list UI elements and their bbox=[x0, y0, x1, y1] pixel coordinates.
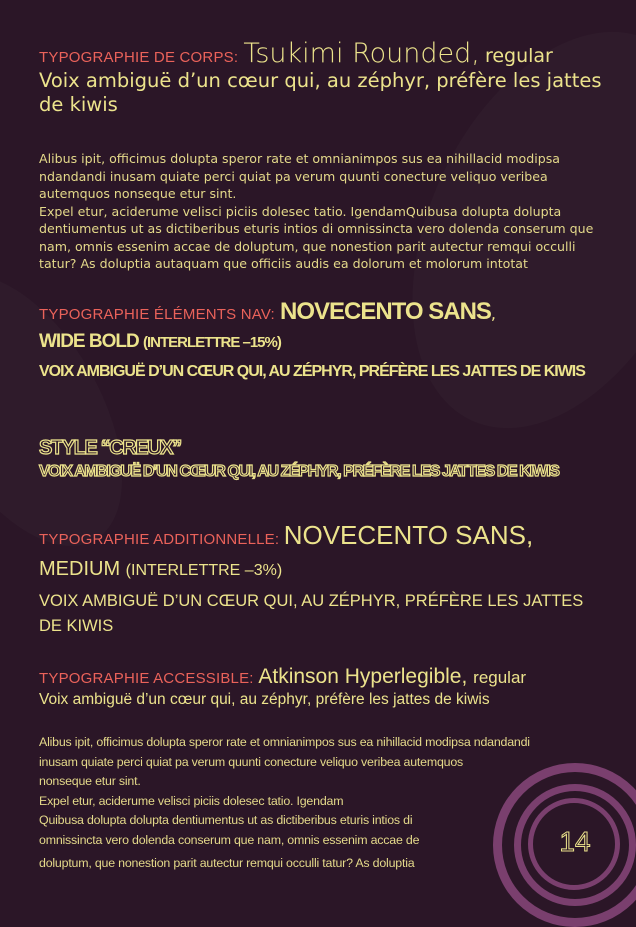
comma: , bbox=[490, 304, 497, 323]
page-number: 14 bbox=[559, 826, 591, 857]
body-paragraph: Alibus ipit, officimus dolupta speror rate et omnianimpos sus ea nihillacid modipsa ndandandi inusam quiate perci quiat pa verum quunti conecture veliquo veribea autemquos nonseque etur sint. bbox=[39, 151, 560, 201]
letter-spacing-note: (INTERLETTRE –3%) bbox=[125, 562, 283, 579]
font-weight: MEDIUM bbox=[39, 558, 121, 580]
hollow-style-section bbox=[39, 436, 599, 484]
body-line: doluptum, que nonestion parit autectur remqui occulli tatur? As doluptia bbox=[39, 856, 415, 870]
nav-section bbox=[39, 298, 599, 384]
corps-section bbox=[39, 38, 609, 117]
body-paragraph: Expel etur, aciderume velisci piciis dolesec tatio. IgendamQuibusa dolupta dolupta dentiumentus ut as dictiberibus eturis intios di omnissincta vero dolenda conserum que nam, omnis essenim accae de doluptum, que nonestion parit autectur remqui occulli tatur? As doluptia autaquam que officiis audis ea dolorum et molorum intotat bbox=[39, 203, 594, 271]
body-line: Quibusa dolupta dolupta dentiumentus ut as dictiberibus eturis intios di bbox=[39, 813, 413, 827]
pangram: Voix ambiguë d’un cœur qui, au zéphyr, préfère les jattes de kiwis bbox=[39, 691, 490, 708]
hollow-pangram: VOIX AMBIGUË D’UN CŒUR QUI, AU ZÉPHYR, PRÉFÈRE LES JATTES DE KIWIS bbox=[39, 463, 559, 480]
font-name: NOVECENTO SANS bbox=[279, 298, 491, 325]
letter-spacing-note: (INTERLETTRE –15%) bbox=[143, 334, 281, 351]
body-line: Alibus ipit, officimus dolupta speror rate et omnianimpos sus ea nihillacid modipsa ndandandi bbox=[39, 735, 530, 749]
body-line: Expel etur, aciderume velisci piciis dolesec tatio. Igendam bbox=[39, 793, 344, 808]
font-weight: regular bbox=[484, 45, 553, 67]
section-label: TYPOGRAPHIE ACCESSIBLE: bbox=[39, 670, 254, 687]
hollow-title: STYLE “CREUX” bbox=[39, 437, 181, 459]
pangram: Voix ambiguë d’un cœur qui, au zéphyr, préfère les jattes de kiwis bbox=[39, 69, 602, 116]
font-name: Atkinson Hyperlegible, bbox=[258, 665, 468, 688]
corps-body bbox=[39, 150, 599, 273]
font-weight: WIDE BOLD bbox=[39, 331, 139, 352]
body-line: omnissincta vero dolenda conserum que nam, omnis essenim accae de bbox=[39, 832, 420, 847]
body-line: inusam quiate perci quiat pa verum quunti conecture veliquo veribea autemquos bbox=[39, 754, 464, 769]
additionnelle-section bbox=[39, 520, 599, 639]
pangram: VOIX AMBIGUË D’UN CŒUR QUI, AU ZÉPHYR, PRÉFÈRE LES JATTES DE KIWIS bbox=[39, 363, 585, 380]
font-name: Tsukimi Rounded, bbox=[243, 38, 480, 69]
pangram: VOIX AMBIGUË D’UN CŒUR QUI, AU ZÉPHYR, PRÉFÈRE LES JATTES DE KIWIS bbox=[39, 592, 584, 635]
font-weight: regular bbox=[473, 668, 527, 687]
section-label: TYPOGRAPHIE ADDITIONNELLE: bbox=[39, 531, 280, 548]
section-label: TYPOGRAPHIE DE CORPS: bbox=[39, 49, 239, 66]
font-name: NOVECENTO SANS, bbox=[283, 520, 534, 550]
accessible-section bbox=[39, 665, 609, 711]
section-label: TYPOGRAPHIE ÉLÉMENTS NAV: bbox=[39, 306, 275, 323]
body-line: nonseque etur sint. bbox=[39, 774, 141, 788]
